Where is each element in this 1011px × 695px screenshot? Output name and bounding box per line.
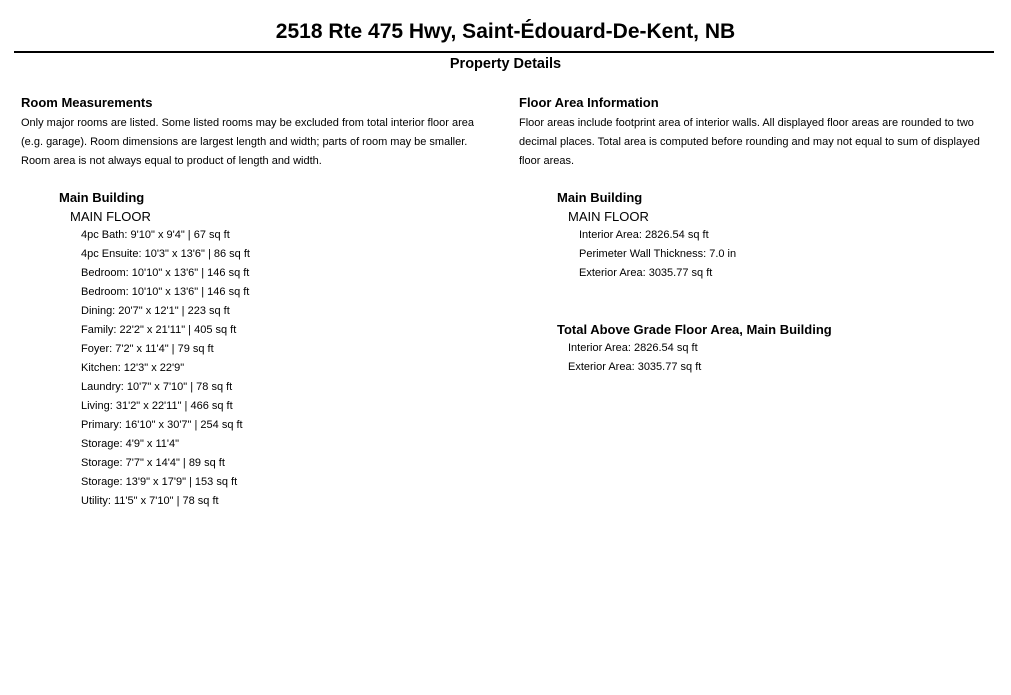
room-building-heading: Main Building xyxy=(59,190,145,205)
total-area-item: Exterior Area: 3035.77 sq ft xyxy=(568,361,702,373)
page-title: 2518 Rte 475 Hwy, Saint-Édouard-De-Kent, NB xyxy=(275,20,736,43)
room-item: 4pc Ensuite: 10'3" x 13'6" | 86 sq ft xyxy=(81,248,250,260)
title-divider xyxy=(14,51,994,53)
room-item: Family: 22'2" x 21'11" | 405 sq ft xyxy=(81,324,237,336)
floor-area-column xyxy=(519,95,1004,377)
page-subtitle: Property Details xyxy=(449,56,562,72)
room-item: Laundry: 10'7" x 7'10" | 78 sq ft xyxy=(81,381,233,393)
room-item: Storage: 4'9" x 11'4" xyxy=(81,438,180,450)
room-item: Primary: 16'10" x 30'7" | 254 sq ft xyxy=(81,419,243,431)
floor-area-heading: Floor Area Information xyxy=(519,95,659,110)
room-item: Utility: 11'5" x 7'10" | 78 sq ft xyxy=(81,495,219,507)
room-item: 4pc Bath: 9'10" x 9'4" | 67 sq ft xyxy=(81,229,230,241)
floor-floor-heading: MAIN FLOOR xyxy=(568,209,649,224)
total-area-item: Interior Area: 2826.54 sq ft xyxy=(568,342,698,354)
room-item: Dining: 20'7" x 12'1" | 223 sq ft xyxy=(81,305,230,317)
floor-area-item: Interior Area: 2826.54 sq ft xyxy=(579,229,709,241)
total-area-heading: Total Above Grade Floor Area, Main Building xyxy=(557,322,832,337)
total-area-list xyxy=(519,339,1004,377)
floor-area-item: Exterior Area: 3035.77 sq ft xyxy=(579,267,713,279)
floor-area-list xyxy=(519,226,1004,283)
room-floor-heading: MAIN FLOOR xyxy=(70,209,151,224)
room-item: Storage: 7'7" x 14'4" | 89 sq ft xyxy=(81,457,225,469)
room-measurements-column xyxy=(21,95,496,511)
room-measurements-heading: Room Measurements xyxy=(21,95,153,110)
room-list xyxy=(21,226,496,511)
floor-area-item: Perimeter Wall Thickness: 7.0 in xyxy=(579,248,737,260)
room-item: Living: 31'2" x 22'11" | 466 sq ft xyxy=(81,400,233,412)
floor-building-heading: Main Building xyxy=(557,190,643,205)
room-item: Bedroom: 10'10" x 13'6" | 146 sq ft xyxy=(81,286,250,298)
floor-area-description: Floor areas include footprint area of interior walls. All displayed floor areas are rounded to two decimal places. Total area is computed before rounding and may not equal to sum of displayed floor areas. xyxy=(519,117,980,167)
room-measurements-description: Only major rooms are listed. Some listed rooms may be excluded from total interior floor area (e.g. garage). Room dimensions are largest length and width; parts of room may be smaller. Room area is not always equal to product of length and width. xyxy=(21,117,475,167)
room-item: Foyer: 7'2" x 11'4" | 79 sq ft xyxy=(81,343,214,355)
room-item: Bedroom: 10'10" x 13'6" | 146 sq ft xyxy=(81,267,250,279)
room-item: Kitchen: 12'3" x 22'9" xyxy=(81,362,185,374)
room-item: Storage: 13'9" x 17'9" | 153 sq ft xyxy=(81,476,238,488)
